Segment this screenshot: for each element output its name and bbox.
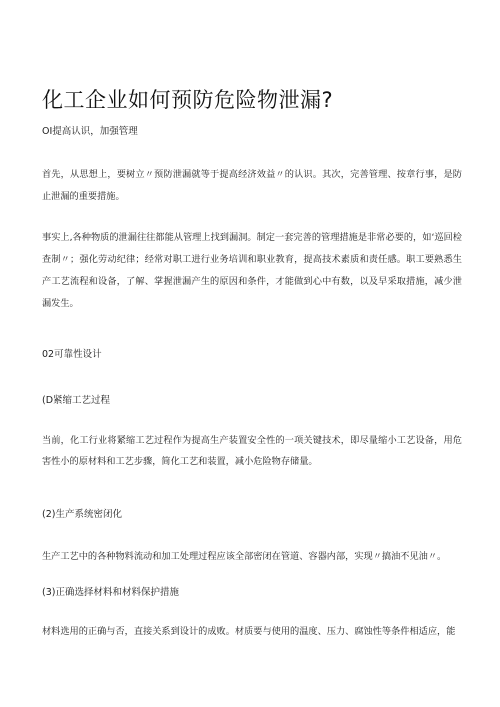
subsection-heading-2: (2)生产系统密闭化 xyxy=(42,509,122,520)
section-heading-2: 02可靠性设计 xyxy=(42,349,102,360)
paragraph-3: 当前，化工行业将紧缩工艺过程作为提高生产装置安全性的一项关键技术，即尽量缩小工艺设备，用危害性小的原材料和工艺步骤，简化工艺和装置，减小危险物存储量。 xyxy=(42,435,462,467)
section-heading-1: OI提高认识，加强管理 xyxy=(42,126,138,137)
document-title: 化工企业如何预防危险物泄漏? xyxy=(42,88,334,113)
paragraph-2: 事实上,各种物质的泄漏往往都能从管理上找到漏洞。制定一套完善的管理措施是非常必要的，如‘巡回检查制〃；强化劳动纪律；经常对职工进行业务培训和职业教育，提高技术素质和责任感。职工要熟悉生产工艺流程和设备，了解、掌握泄漏产生的原因和条件，才能做到心中有数，以及早采取措施，减少泄漏发生。 xyxy=(42,232,462,309)
paragraph-5: 材料选用的正确与否，直接关系到设计的成败。材质要与使用的温度、压力、腐蚀性等条件相适应，能 xyxy=(42,626,456,637)
subsection-heading-1: (D紧缩工艺过程 xyxy=(42,395,111,406)
paragraph-4: 生产工艺中的各种物料流动和加工处理过程应该全部密闭在管道、容器内部，实现〃搞油不见油〃。 xyxy=(42,551,447,562)
subsection-heading-3: (3)正确选择材料和材料保护措施 xyxy=(42,587,179,598)
paragraph-1: 首先，从思想上，要树立〃预防泄漏就等于提高经济效益〃的认识。其次，完善管理、按章行事，是防止泄漏的重要措施。 xyxy=(42,169,462,202)
